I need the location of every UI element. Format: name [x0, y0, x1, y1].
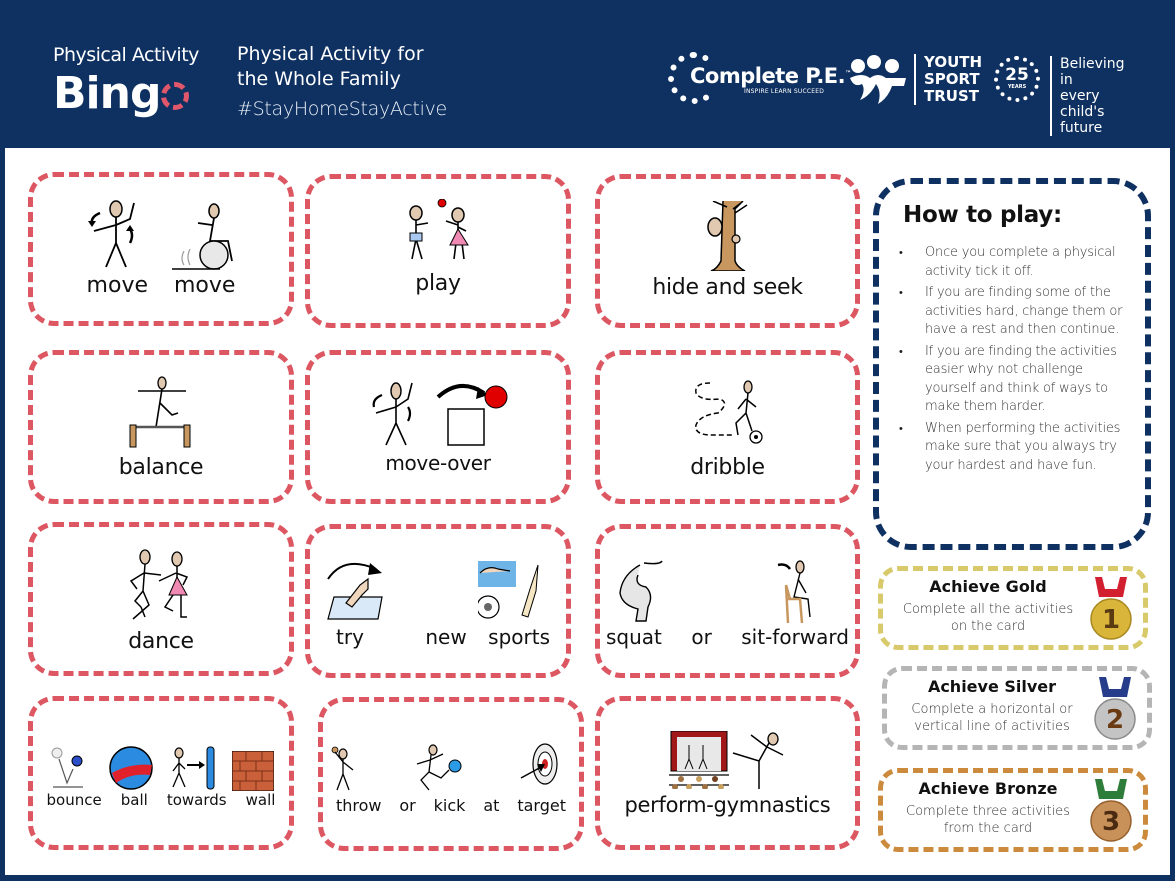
squat-icon — [614, 559, 670, 623]
walk-towards-icon — [169, 745, 217, 791]
bingo-square-throw-or-kick-at-target[interactable] — [318, 697, 584, 851]
card-word: new — [425, 625, 467, 649]
silver-medal-icon — [1093, 675, 1137, 745]
tree-hiding-icon — [703, 201, 753, 271]
children-playing-ball-icon — [398, 199, 478, 265]
bingo-ring-icon — [161, 82, 189, 110]
card-words — [600, 625, 855, 649]
bingo-square-move-over[interactable] — [305, 350, 571, 504]
award-description — [887, 701, 1097, 735]
sports-equipment-icon — [478, 561, 544, 621]
card-words — [310, 625, 566, 649]
slogan-line: future — [1060, 120, 1103, 136]
years-number: 25 — [1005, 65, 1029, 85]
medal-number: 1 — [1101, 605, 1121, 635]
card-word: wall — [245, 791, 276, 809]
bingo-square-hide-and-seek[interactable] — [595, 174, 860, 328]
bingo-square-perform-gymnastics[interactable] — [595, 696, 860, 850]
award-title: Achieve Silver — [927, 677, 1057, 696]
award-line: Complete three activities — [906, 804, 1070, 819]
stage-performance-icon — [669, 731, 729, 789]
bingo-square-balance[interactable] — [28, 350, 294, 504]
page-title-line1: Physical Activity for — [237, 43, 424, 65]
wheelchair-user-icon — [170, 203, 236, 271]
card-word: at — [483, 796, 500, 815]
award-bronze — [878, 768, 1148, 852]
bounce-icon — [49, 747, 93, 791]
how-to-play-list — [899, 244, 1137, 478]
card-label: play — [415, 271, 461, 296]
card-words — [33, 791, 289, 809]
rule-item: • If you are finding some of the activities hard, change them or have a rest and then continue. — [899, 284, 1137, 340]
card-word: move — [174, 273, 236, 298]
page-title — [237, 42, 424, 92]
award-line: from the card — [943, 821, 1033, 836]
award-line: on the card — [950, 619, 1026, 634]
gold-medal-icon — [1089, 575, 1133, 645]
beach-ball-icon — [108, 745, 154, 791]
25-years-badge — [994, 56, 1040, 102]
card-label: balance — [118, 455, 204, 480]
page-title-line2: the Whole Family — [237, 68, 401, 90]
years-label: YEARS — [1007, 84, 1027, 90]
medal-number: 3 — [1101, 807, 1121, 837]
card-label: dribble — [690, 455, 765, 480]
bingo-square-bounce-ball-towards-wall[interactable] — [28, 696, 294, 850]
slogan-line: Believing in — [1060, 56, 1125, 88]
gymnast-icon — [731, 731, 787, 789]
complete-pe-name: Complete P.E. — [690, 64, 846, 88]
yst-line: TRUST — [924, 87, 979, 105]
card-label: move-over — [385, 451, 491, 475]
youth-sport-trust-text — [914, 54, 982, 105]
over-object-icon — [432, 381, 508, 447]
award-title: Achieve Bronze — [918, 779, 1058, 798]
card-word: throw — [335, 796, 382, 815]
throw-icon — [327, 744, 361, 794]
bingo-square-play[interactable] — [305, 174, 571, 328]
youth-sport-trust-icon — [848, 54, 908, 106]
bingo-square-move[interactable] — [28, 172, 294, 326]
award-gold — [878, 566, 1148, 650]
card-words — [33, 273, 289, 298]
award-silver — [882, 666, 1152, 750]
award-line: Complete all the activities — [902, 602, 1074, 617]
card-word: towards — [166, 791, 227, 809]
header — [0, 0, 1175, 148]
rule-item: • Once you complete a physical activity tick it off. — [899, 244, 1137, 281]
bronze-medal-icon — [1089, 777, 1133, 847]
bingo-square-try-new-sports[interactable] — [305, 524, 571, 678]
card-word: target — [517, 796, 566, 815]
yst-line: SPORT — [924, 70, 980, 88]
award-title: Achieve Gold — [929, 577, 1047, 596]
rule-item: • When performing the activities make sure that you always try your hardest and have fun. — [899, 420, 1137, 476]
award-line: vertical line of activities — [914, 719, 1070, 734]
card-word: sit-forward — [741, 625, 849, 649]
card-word: sports — [488, 625, 550, 649]
dribble-icon — [690, 379, 766, 447]
person-moving-icon — [86, 199, 146, 271]
how-to-play-panel — [873, 178, 1151, 550]
card-word: try — [336, 625, 364, 649]
bingo-square-dance[interactable] — [28, 522, 294, 676]
card-word: move — [86, 273, 148, 298]
hashtag: #StayHomeStayActive — [237, 98, 447, 120]
brand-subtitle: Physical Activity — [53, 44, 199, 66]
trademark: ™ — [845, 70, 851, 77]
slogan-line: every child's — [1060, 88, 1105, 120]
card-words — [323, 796, 579, 815]
card-word: squat — [606, 625, 662, 649]
person-moving-icon — [368, 381, 426, 447]
slogan — [1050, 56, 1125, 136]
sit-forward-icon — [776, 559, 818, 625]
medal-number: 2 — [1105, 705, 1125, 735]
award-description — [883, 601, 1093, 635]
card-label: perform-gymnastics — [624, 793, 831, 817]
card-label: hide and seek — [652, 275, 803, 300]
bingo-square-squat-or-sit-forward[interactable] — [595, 524, 860, 678]
complete-pe-tagline: INSPIRE LEARN SUCCEED — [744, 88, 825, 95]
yst-line: YOUTH — [924, 53, 983, 71]
rule-item: • If you are finding the activities easier why not challenge yourself and think of ways to make them harder. — [899, 343, 1137, 417]
complete-pe-logo — [668, 50, 851, 110]
try-hand-icon — [324, 559, 388, 621]
dancing-couple-icon — [125, 547, 197, 621]
brand-logo — [53, 68, 189, 119]
brand-title: Bing — [53, 68, 161, 119]
award-description — [883, 803, 1093, 837]
card-word: or — [399, 796, 416, 815]
how-to-play-title: How to play: — [903, 202, 1062, 228]
bingo-square-dribble[interactable] — [595, 350, 860, 504]
kick-icon — [413, 744, 465, 794]
card-word: bounce — [46, 791, 102, 809]
card-word: or — [691, 625, 712, 649]
target-icon — [519, 742, 559, 788]
card-label: dance — [128, 629, 194, 654]
brick-wall-icon — [232, 751, 274, 791]
card-word: kick — [433, 796, 466, 815]
balance-beam-icon — [126, 375, 196, 451]
card-word: ball — [120, 791, 148, 809]
award-line: Complete a horizontal or — [911, 702, 1073, 717]
